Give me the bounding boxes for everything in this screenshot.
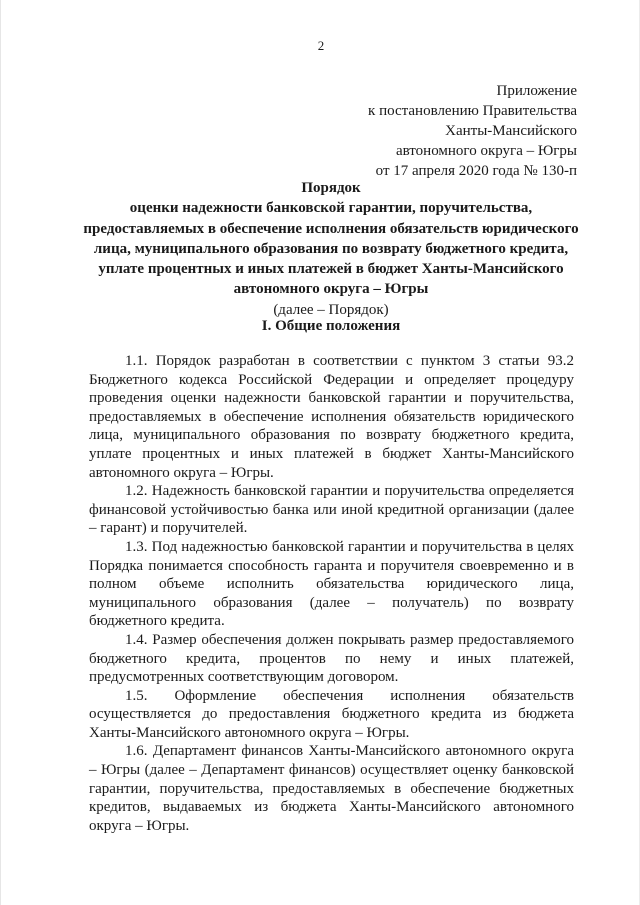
appendix-line: к постановлению Правительства xyxy=(368,103,577,119)
paragraph: 1.2. Надежность банковской гарантии и поручительства определяется финансовой устойчивостью банка или иной кредитной организации (далее – гарант) и поручителей. xyxy=(89,483,574,537)
page-number: 2 xyxy=(317,38,325,53)
appendix-line: Приложение xyxy=(496,83,577,99)
title-subtitle: оценки надежности банковской гарантии, поручительства, предоставляемых в обеспечение исполнения обязательств юридического лица, муниципального образования по возврату бюджетного кредита, уплате процентных и иных платежей в бюджет Ханты-Мансийского автономного округа – Югры xyxy=(83,200,579,298)
title-heading: Порядок xyxy=(301,180,361,196)
appendix-line: Ханты-Мансийского xyxy=(445,123,577,139)
document-title xyxy=(81,178,581,320)
body-text xyxy=(89,352,574,835)
title-note: (далее – Порядок) xyxy=(273,301,389,318)
paragraph: 1.4. Размер обеспечения должен покрывать размер предоставляемого бюджетного кредита, процентов по нему и иных платежей, предусмотренных соответствующим договором. xyxy=(89,631,574,686)
paragraph: 1.3. Под надежностью банковской гарантии и поручительства в целях Порядка понимается способность гаранта и поручителя своевременно и в полном объеме исполнить обязательства юридического лица, муниципального образования (далее – получатель) по возврату бюджетного кредита. xyxy=(89,538,574,630)
appendix-block xyxy=(368,81,577,181)
appendix-line: от 17 апреля 2020 года № 130-п xyxy=(375,163,577,179)
paragraph: 1.5. Оформление обеспечения исполнения обязательств осуществляется до предоставления бюджетного кредита из бюджета Ханты-Мансийского автономного округа – Югры. xyxy=(89,687,574,741)
section-title: I. Общие положения xyxy=(261,318,401,334)
appendix-line: автономного округа – Югры xyxy=(395,143,577,159)
paragraph: 1.1. Порядок разработан в соответствии с пунктом 3 статьи 93.2 Бюджетного кодекса Российской Федерации и определяет процедуру проведения оценки надежности банковской гарантии и поручительства, предоставляемых в обеспечение исполнения обязательств юридического лица, муниципального образования по возврату бюджетного кредита, уплате процентных и иных платежей в бюджет Ханты-Мансийского автономного округа – Югры. xyxy=(89,353,574,481)
paragraph: 1.6. Департамент финансов Ханты-Мансийского автономного округа – Югры (далее – Департамент финансов) осуществляет оценку банковской гарантии, поручительства, предоставляемых в обеспечение бюджетных кредитов, выдаваемых из бюджета Ханты-Мансийского автономного округа – Югры. xyxy=(89,743,574,834)
